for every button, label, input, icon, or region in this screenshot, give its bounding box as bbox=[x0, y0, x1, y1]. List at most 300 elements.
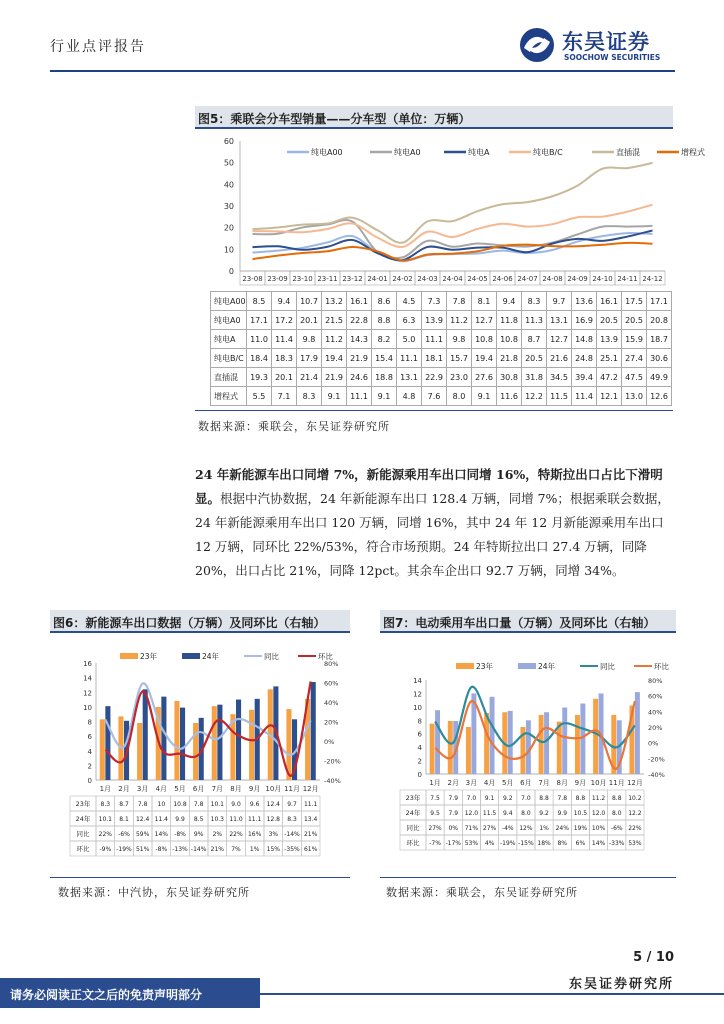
fig7-cell: -33% bbox=[608, 840, 625, 847]
fig6-chart bbox=[52, 648, 352, 858]
fig7-y2tick: -40% bbox=[648, 771, 665, 779]
fig5-cell: 13.9 bbox=[422, 311, 447, 330]
fig6-y2tick: 80% bbox=[324, 660, 339, 668]
fig5-cell: 13.6 bbox=[572, 292, 597, 311]
fig6-cell: 11.1 bbox=[247, 816, 262, 823]
fig5-cell: 11.2 bbox=[447, 311, 472, 330]
fig6-y2tick: 20% bbox=[324, 718, 339, 727]
fig5-cell: 7.6 bbox=[422, 387, 447, 406]
fig6-cell: 16% bbox=[247, 831, 262, 838]
fig6-bar bbox=[174, 701, 179, 780]
fig5-cell: 15.9 bbox=[622, 330, 647, 349]
fig7-cell: 11.5 bbox=[482, 810, 497, 817]
fig7-cell: 1% bbox=[539, 825, 549, 832]
fig6-y2tick: 0% bbox=[324, 738, 335, 746]
fig7-bar bbox=[557, 722, 562, 774]
fig5-xtick: 24-11 bbox=[617, 275, 638, 283]
fig5-cell: 17.9 bbox=[297, 349, 322, 368]
fig7-bar bbox=[435, 710, 440, 774]
fig5-row-label: 纯电A00 bbox=[211, 292, 247, 311]
fig7-cell: 27% bbox=[428, 825, 442, 832]
fig5-xtick: 23-10 bbox=[292, 275, 313, 283]
fig5-xtick: 24-08 bbox=[542, 275, 563, 283]
fig7-cell: 19% bbox=[573, 825, 588, 832]
fig5-cell: 21.9 bbox=[322, 368, 347, 387]
fig6-ytick: 8 bbox=[87, 718, 92, 727]
fig7-cell: 10.5 bbox=[573, 810, 588, 817]
fig7-xtick: 8月 bbox=[556, 779, 568, 787]
fig5-cell: 16.1 bbox=[597, 292, 622, 311]
fig6-bar bbox=[105, 706, 110, 780]
fig7-cell: 7.8 bbox=[557, 795, 568, 802]
report-category: 行业点评报告 bbox=[50, 39, 146, 55]
fig5-cell: 49.9 bbox=[647, 368, 672, 387]
fig5-cell: 8.5 bbox=[247, 292, 272, 311]
fig7-xtick: 5月 bbox=[502, 779, 514, 787]
fig6-cell: 11.0 bbox=[229, 816, 243, 823]
fig7-ytick: 0 bbox=[417, 771, 422, 779]
fig5-row-label: 纯电B/C bbox=[211, 349, 247, 368]
fig5-cell: 17.2 bbox=[272, 311, 297, 330]
fig7-ytick: 4 bbox=[417, 744, 422, 753]
fig5-cell: 8.8 bbox=[372, 311, 397, 330]
fig5-cell: 18.7 bbox=[647, 330, 672, 349]
fig5-cell: 7.8 bbox=[447, 292, 472, 311]
fig5-legend-label: 纯电B/C bbox=[533, 148, 563, 157]
fig5-xtick: 24-09 bbox=[567, 275, 588, 283]
fig7-bar bbox=[466, 727, 471, 774]
fig7-ytick: 12 bbox=[413, 690, 422, 699]
fig6-cell: 21% bbox=[210, 846, 225, 853]
fig5-row-label: 增程式 bbox=[211, 387, 247, 406]
fig5-cell: 9.1 bbox=[322, 387, 347, 406]
fig5-cell: 14.3 bbox=[347, 330, 372, 349]
fig5-source: 数据来源：乘联会，东吴证券研究所 bbox=[198, 420, 390, 433]
fig5-cell: 13.1 bbox=[547, 311, 572, 330]
fig7-y2tick: 80% bbox=[648, 677, 663, 685]
fig7-bottom-line bbox=[380, 877, 676, 878]
fig5-cell: 21.5 bbox=[322, 311, 347, 330]
fig5-cell: 39.4 bbox=[572, 368, 597, 387]
fig5-xtick: 23-09 bbox=[267, 275, 288, 283]
fig5-cell: 20.1 bbox=[297, 311, 322, 330]
fig7-cell: 53% bbox=[628, 840, 642, 847]
fig5-cell: 8.7 bbox=[522, 330, 547, 349]
fig5-cell: 11.4 bbox=[572, 387, 597, 406]
fig7-cell: 8.8 bbox=[611, 795, 622, 802]
fig5-cell: 8.3 bbox=[522, 292, 547, 311]
fig5-cell: 31.8 bbox=[522, 368, 547, 387]
fig5-xtick: 24-04 bbox=[442, 275, 463, 283]
fig7-cell: 71% bbox=[464, 825, 479, 832]
fig5-ytick: 20 bbox=[223, 223, 234, 233]
fig7-legend-label: 24年 bbox=[538, 662, 556, 671]
fig6-xtick: 9月 bbox=[248, 785, 261, 793]
fig6-cell: -6% bbox=[118, 831, 130, 838]
fig5-cell: 27.6 bbox=[472, 368, 497, 387]
fig7-bar bbox=[575, 715, 580, 774]
fig6-cell: -19% bbox=[116, 846, 132, 853]
fig6-cell: -13% bbox=[172, 846, 188, 853]
fig6-cell: 10.3 bbox=[210, 816, 225, 823]
fig7-bar bbox=[490, 697, 495, 774]
fig7-row-label: 环比 bbox=[406, 839, 420, 847]
fig5-cell: 13.2 bbox=[322, 292, 347, 311]
fig5-cell: 10.8 bbox=[497, 330, 522, 349]
fig6-bar bbox=[100, 719, 105, 780]
page-number: 5 / 10 bbox=[633, 950, 674, 965]
fig5-legend-label: 直插混 bbox=[616, 148, 640, 157]
fig7-cell: 12.2 bbox=[628, 810, 642, 817]
fig5-xtick: 24-05 bbox=[467, 275, 488, 283]
fig6-ytick: 10 bbox=[83, 703, 92, 712]
fig5-chart bbox=[195, 133, 705, 293]
fig5-cell: 10.8 bbox=[472, 330, 497, 349]
fig7-cell: 8% bbox=[557, 840, 568, 847]
fig6-cell: 12.4 bbox=[266, 801, 281, 808]
fig5-cell: 18.8 bbox=[372, 368, 397, 387]
fig5-cell: 47.2 bbox=[597, 368, 622, 387]
fig5-cell: 9.7 bbox=[547, 292, 572, 311]
fig5-ytick: 10 bbox=[223, 245, 234, 255]
fig7-cell: -15% bbox=[518, 840, 534, 847]
fig5-cell: 20.5 bbox=[597, 311, 622, 330]
fig7-bar bbox=[508, 711, 513, 774]
fig6-bar bbox=[161, 697, 166, 780]
fig5-cell: 11.4 bbox=[272, 330, 297, 349]
fig5-cell: 11.5 bbox=[547, 387, 572, 406]
fig5-table-row bbox=[211, 330, 672, 349]
fig5-table-row bbox=[211, 292, 672, 311]
fig6-title-underline bbox=[50, 631, 350, 633]
fig6-cell: 9.9 bbox=[175, 816, 185, 823]
fig7-cell: 9.5 bbox=[430, 810, 440, 817]
fig6-cell: -35% bbox=[284, 846, 300, 853]
fig6-row-label: 23年 bbox=[75, 800, 91, 808]
fig5-cell: 21.6 bbox=[547, 349, 572, 368]
fig7-bar bbox=[448, 721, 453, 774]
fig7-legend-label: 环比 bbox=[654, 662, 669, 671]
fig6-cell: 8.1 bbox=[119, 816, 129, 823]
fig5-cell: 24.8 bbox=[572, 349, 597, 368]
fig7-bar bbox=[544, 712, 549, 774]
fig5-cell: 4.5 bbox=[397, 292, 422, 311]
fig7-cell: 7.0 bbox=[521, 795, 531, 802]
fig5-legend-label: 纯电A bbox=[468, 148, 490, 157]
fig6-cell: 14% bbox=[154, 831, 169, 838]
fig6-cell: 2% bbox=[212, 831, 223, 838]
fig6-title: 图6：新能源车出口数据（万辆）及同环比（右轴） bbox=[53, 616, 326, 630]
fig5-cell: 24.6 bbox=[347, 368, 372, 387]
fig5-cell: 20.1 bbox=[272, 368, 297, 387]
fig6-cell: 9.0 bbox=[231, 801, 241, 808]
fig5-cell: 10.7 bbox=[297, 292, 322, 311]
fig5-cell: 30.8 bbox=[497, 368, 522, 387]
fig7-ytick: 8 bbox=[417, 717, 422, 726]
fig5-cell: 9.8 bbox=[297, 330, 322, 349]
fig5-table bbox=[210, 291, 672, 406]
fig5-ytick: 50 bbox=[223, 158, 234, 168]
fig6-ytick: 4 bbox=[87, 747, 92, 756]
fig5-xtick: 23-12 bbox=[342, 275, 363, 283]
fig5-cell: 8.0 bbox=[447, 387, 472, 406]
fig6-cell: 8.3 bbox=[100, 801, 111, 808]
fig5-cell: 18.3 bbox=[272, 349, 297, 368]
fig5-table-row bbox=[211, 387, 672, 406]
fig5-cell: 27.4 bbox=[622, 349, 647, 368]
fig5-cell: 7.1 bbox=[272, 387, 297, 406]
fig5-legend-label: 纯电A00 bbox=[311, 148, 343, 157]
fig6-cell: 13.4 bbox=[303, 816, 318, 823]
fig5-xtick: 23-08 bbox=[242, 275, 263, 283]
fig7-cell: 7.0 bbox=[466, 795, 477, 802]
fig6-cell: -14% bbox=[190, 846, 207, 853]
fig6-cell: 11.1 bbox=[303, 801, 318, 808]
fig7-cell: 9.2 bbox=[539, 810, 549, 817]
fig6-legend-label: 23年 bbox=[140, 652, 158, 661]
fig6-y2tick: 60% bbox=[324, 679, 339, 688]
fig5-xtick: 24-02 bbox=[392, 275, 413, 283]
fig7-cell: -7% bbox=[429, 840, 441, 847]
fig5-cell: 20.5 bbox=[622, 311, 647, 330]
fig6-cell: -14% bbox=[284, 831, 300, 838]
fig5-cell: 8.1 bbox=[472, 292, 497, 311]
fig6-y2tick: 40% bbox=[324, 699, 339, 707]
fig7-bar bbox=[593, 699, 598, 774]
fig6-xtick: 2月 bbox=[118, 785, 130, 793]
fig7-xtick: 1月 bbox=[429, 779, 441, 787]
fig5-cell: 13.9 bbox=[597, 330, 622, 349]
fig5-xtick: 24-07 bbox=[517, 275, 538, 283]
fig7-bar bbox=[562, 708, 567, 774]
fig6-ytick: 2 bbox=[87, 762, 92, 771]
fig7-y2tick: 40% bbox=[648, 708, 663, 717]
fig5-ytick: 60 bbox=[223, 137, 234, 146]
fig6-cell: 8.5 bbox=[193, 816, 204, 823]
fig7-cell: 10% bbox=[591, 825, 606, 832]
fig7-cell: 9.9 bbox=[557, 810, 568, 817]
fig6-cell: 11.4 bbox=[154, 816, 169, 823]
fig5-xtick: 24-10 bbox=[592, 275, 613, 283]
fig6-cell: 61% bbox=[303, 846, 318, 853]
fig7-y2tick: -20% bbox=[648, 755, 665, 764]
fig7-y2tick: 60% bbox=[648, 692, 663, 701]
fig7-ytick: 14 bbox=[413, 677, 422, 685]
fig5-cell: 17.1 bbox=[247, 311, 272, 330]
fig6-bar bbox=[143, 689, 148, 780]
fig6-cell: 22% bbox=[98, 831, 113, 838]
fig7-cell: 12.0 bbox=[591, 810, 606, 817]
fig6-bar bbox=[217, 705, 222, 780]
fig6-xtick: 4月 bbox=[155, 785, 168, 793]
fig7-ytick: 6 bbox=[417, 730, 422, 739]
fig6-ytick: 16 bbox=[83, 660, 92, 668]
fig6-cell: 7% bbox=[231, 846, 241, 853]
fig6-bar bbox=[249, 710, 254, 780]
fig5-title-underline bbox=[195, 127, 673, 129]
fig6-cell: 7.8 bbox=[193, 801, 204, 808]
fig5-ytick: 30 bbox=[223, 202, 234, 211]
fig6-cell: 12.8 bbox=[266, 816, 281, 823]
fig6-cell: 15% bbox=[266, 846, 281, 853]
fig6-bar bbox=[137, 723, 142, 780]
fig6-legend-swatch bbox=[120, 653, 138, 659]
fig6-cell: 8.7 bbox=[119, 801, 129, 808]
fig5-cell: 5.0 bbox=[397, 330, 422, 349]
fig7-xtick: 12月 bbox=[626, 779, 643, 787]
fig7-cell: 9.1 bbox=[484, 795, 495, 802]
fig7-cell: 27% bbox=[482, 825, 497, 832]
fig7-legend-label: 同比 bbox=[600, 662, 615, 671]
fig5-cell: 19.4 bbox=[472, 349, 497, 368]
fig6-legend-label: 24年 bbox=[202, 652, 220, 661]
fig7-cell: 8.8 bbox=[575, 795, 586, 802]
para-rest: 根据中汽协数据，24 年新能源车出口 128.4 万辆，同增 7%；根据乘联会数据，24 年新能源乘用车出口 120 万辆，同增 16%，其中 24 年 12 月新能源乘用车出口 12 万辆，同环比 22%/53%，符合市场预期。24 年特斯拉出口 27.4 万辆，同降 20%，出口占比 21%，同降 12pct。其余车企出口 92.7 万辆，同增 34%。 bbox=[195, 491, 670, 578]
fig5-xtick: 24-03 bbox=[417, 275, 438, 283]
fig5-cell: 12.7 bbox=[472, 311, 497, 330]
fig7-xtick: 7月 bbox=[538, 779, 550, 787]
fig7-bar bbox=[635, 692, 640, 774]
fig5-cell: 20.5 bbox=[522, 349, 547, 368]
fig5-cell: 8.6 bbox=[372, 292, 397, 311]
fig5-cell: 9.1 bbox=[472, 387, 497, 406]
fig5-legend-label: 增程式 bbox=[681, 148, 705, 157]
fig7-source: 数据来源：乘联会，东吴证券研究所 bbox=[386, 886, 578, 899]
fig7-cell: 53% bbox=[464, 840, 479, 847]
logo-mark-icon bbox=[518, 26, 558, 64]
fig6-cell: 8.3 bbox=[287, 816, 297, 823]
fig6-cell: 10.1 bbox=[98, 816, 113, 823]
fig5-cell: 17.5 bbox=[622, 292, 647, 311]
fig5-cell: 21.9 bbox=[347, 349, 372, 368]
fig6-xtick: 7月 bbox=[211, 785, 224, 793]
fig6-ytick: 14 bbox=[83, 674, 92, 683]
fig6-xtick: 5月 bbox=[174, 785, 186, 793]
fig7-y2tick: 0% bbox=[648, 739, 659, 748]
fig5-cell: 7.3 bbox=[422, 292, 447, 311]
fig5-cell: 11.0 bbox=[247, 330, 272, 349]
fig7-cell: 14% bbox=[591, 840, 606, 847]
fig6-cell: -9% bbox=[99, 846, 112, 853]
fig6-row-label: 同比 bbox=[76, 830, 90, 838]
fig5-cell: 13.0 bbox=[622, 387, 647, 406]
fig5-cell: 11.3 bbox=[522, 311, 547, 330]
fig7-cell: 7.9 bbox=[448, 795, 459, 802]
fig5-cell: 11.8 bbox=[497, 311, 522, 330]
logo-cn: 东吴证券 bbox=[562, 30, 650, 54]
fig6-cell: 9.7 bbox=[287, 801, 297, 808]
fig5-cell: 9.8 bbox=[447, 330, 472, 349]
fig7-xtick: 10月 bbox=[590, 779, 607, 787]
fig6-y2tick: -20% bbox=[324, 757, 341, 766]
fig5-cell: 18.4 bbox=[247, 349, 272, 368]
fig7-ytick: 2 bbox=[417, 757, 422, 766]
fig6-cell: 10.8 bbox=[173, 801, 187, 808]
fig7-bar bbox=[430, 724, 435, 774]
fig5-cell: 4.8 bbox=[397, 387, 422, 406]
fig5-xtick: 24-01 bbox=[367, 275, 388, 283]
fig6-cell: -8% bbox=[174, 831, 186, 838]
fig7-xtick: 2月 bbox=[447, 779, 459, 787]
fig6-xtick: 12月 bbox=[302, 785, 319, 793]
fig7-cell: 12% bbox=[519, 825, 533, 832]
fig7-row-label: 同比 bbox=[406, 824, 420, 832]
fig7-cell: 12.0 bbox=[464, 810, 479, 817]
fig7-cell: 9.4 bbox=[502, 810, 513, 817]
fig5-cell: 15.4 bbox=[372, 349, 397, 368]
fig5-cell: 11.1 bbox=[347, 387, 372, 406]
footer-org: 东吴证券研究所 bbox=[568, 977, 674, 992]
fig7-cell: 10.2 bbox=[628, 795, 642, 802]
fig7-cell: 4% bbox=[484, 840, 495, 847]
fig7-bar bbox=[484, 713, 489, 774]
fig5-cell: 12.2 bbox=[522, 387, 547, 406]
fig7-cell: -6% bbox=[610, 825, 623, 832]
fig7-row-label: 24年 bbox=[405, 809, 421, 817]
fig5-cell: 12.6 bbox=[647, 387, 672, 406]
fig6-cell: 51% bbox=[135, 846, 150, 853]
logo-en: SOOCHOW SECURITIES bbox=[564, 53, 661, 62]
fig5-xtick: 24-12 bbox=[642, 275, 663, 283]
fig6-xtick: 11月 bbox=[284, 785, 300, 793]
fig5-cell: 13.1 bbox=[397, 368, 422, 387]
fig5-cell: 18.1 bbox=[422, 349, 447, 368]
fig5-cell: 20.8 bbox=[647, 311, 672, 330]
fig7-cell: 22% bbox=[628, 825, 642, 832]
fig5-cell: 15.7 bbox=[447, 349, 472, 368]
fig6-cell: 3% bbox=[268, 831, 279, 838]
fig6-legend-label: 环比 bbox=[318, 652, 333, 661]
fig6-ytick: 6 bbox=[87, 733, 92, 742]
fig5-legend-label: 纯电A0 bbox=[394, 148, 421, 157]
fig6-cell: 59% bbox=[135, 831, 150, 838]
fig6-xtick: 6月 bbox=[192, 785, 205, 793]
fig5-cell: 17.1 bbox=[647, 292, 672, 311]
fig5-cell: 21.8 bbox=[497, 349, 522, 368]
fig7-title-underline bbox=[380, 631, 676, 633]
fig6-series-line bbox=[105, 682, 310, 776]
fig5-cell: 34.5 bbox=[547, 368, 572, 387]
fig6-cell: 9.6 bbox=[249, 801, 260, 808]
fig7-cell: -17% bbox=[445, 840, 462, 847]
fig6-legend-swatch bbox=[182, 653, 200, 659]
fig7-cell: 8.8 bbox=[539, 795, 549, 802]
fig5-cell: 6.3 bbox=[397, 311, 422, 330]
fig6-cell: 12.4 bbox=[135, 816, 150, 823]
fig6-cell: 10 bbox=[157, 801, 166, 808]
fig7-cell: 24% bbox=[555, 825, 569, 832]
fig7-cell: 11.2 bbox=[591, 795, 606, 802]
fig6-cell: 9% bbox=[193, 831, 204, 838]
fig6-cell: 21% bbox=[303, 831, 318, 838]
fig5-cell: 19.4 bbox=[322, 349, 347, 368]
fig5-title: 图5：乘联会分车型销量——分车型（单位：万辆） bbox=[198, 112, 471, 126]
fig5-cell: 21.4 bbox=[297, 368, 322, 387]
fig6-xtick: 3月 bbox=[136, 785, 149, 793]
fig5-cell: 14.8 bbox=[572, 330, 597, 349]
fig7-cell: -19% bbox=[499, 840, 516, 847]
fig6-bar bbox=[212, 706, 217, 780]
fig7-ytick: 10 bbox=[413, 703, 422, 712]
fig7-legend-swatch bbox=[518, 663, 536, 669]
fig5-cell: 11.6 bbox=[497, 387, 522, 406]
disclaimer-bar: 请务必阅读正文之后的免责声明部分 bbox=[0, 978, 260, 1008]
fig6-legend-label: 同比 bbox=[264, 652, 279, 661]
fig5-cell: 22.8 bbox=[347, 311, 372, 330]
logo bbox=[518, 26, 678, 64]
fig5-cell: 8.3 bbox=[297, 387, 322, 406]
fig5-row-label: 纯电A bbox=[211, 330, 247, 349]
